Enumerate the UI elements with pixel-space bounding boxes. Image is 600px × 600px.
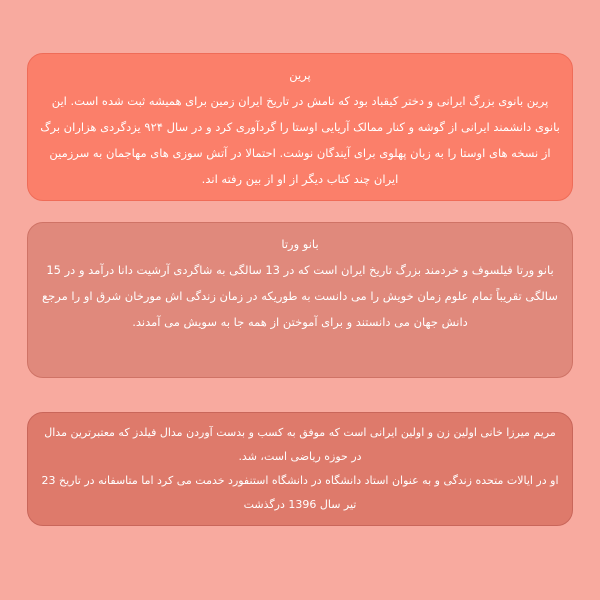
card-body: مریم میرزا خانی اولین زن و اولین ایرانی است که موفق به کسب و بدست آوردن مدال فیلدز که معتبرترین مدال در حوزه ریاضی است، شد. [44,426,556,463]
card-body: بانو ورتا فیلسوف و خردمند بزرگ تاریخ ایران است که در 13 سالگی به شاگردی آرشیت دانا درآمد و در 15 سالگی تقریباً تمام علوم زمان خویش را می دانست به طوریکه در زمان زندگی اش مورخان شرق او را مرجع دانش جهان می دانستند و برای آموختن از همه جا به سویش می آمدند. [42,263,558,329]
card-title: بانو ورتا [281,237,319,251]
info-card-maryam-mirzakhani [27,412,573,526]
info-card-banu-varta [27,222,573,378]
card-body: پرین بانوی بزرگ ایرانی و دختر کیقباد بود که نامش در تاریخ ایران زمین برای همیشه ثبت شده است. این بانوی دانشمند ایرانی از گوشه و کنار ممالک آریایی اوستا را گردآوری کرد و در سال ۹۲۴ یزدگردی هزاران برگ از نسخه های اوستا را به زبان پهلوی برای آیندگان نوشت. احتمالا در آتش سوزی های مهاجمان به سرزمین ایران چند کتاب دیگر از او از بین رفته اند. [40,94,560,186]
info-card-parin [27,53,573,201]
card-body-second: او در ایالات متحده زندگی و به عنوان استاد دانشگاه در دانشگاه استنفورد خدمت می کرد اما متاسفانه در تاریخ 23 تیر سال 1396 درگذشت [41,474,559,511]
card-title: پرین [289,68,311,82]
